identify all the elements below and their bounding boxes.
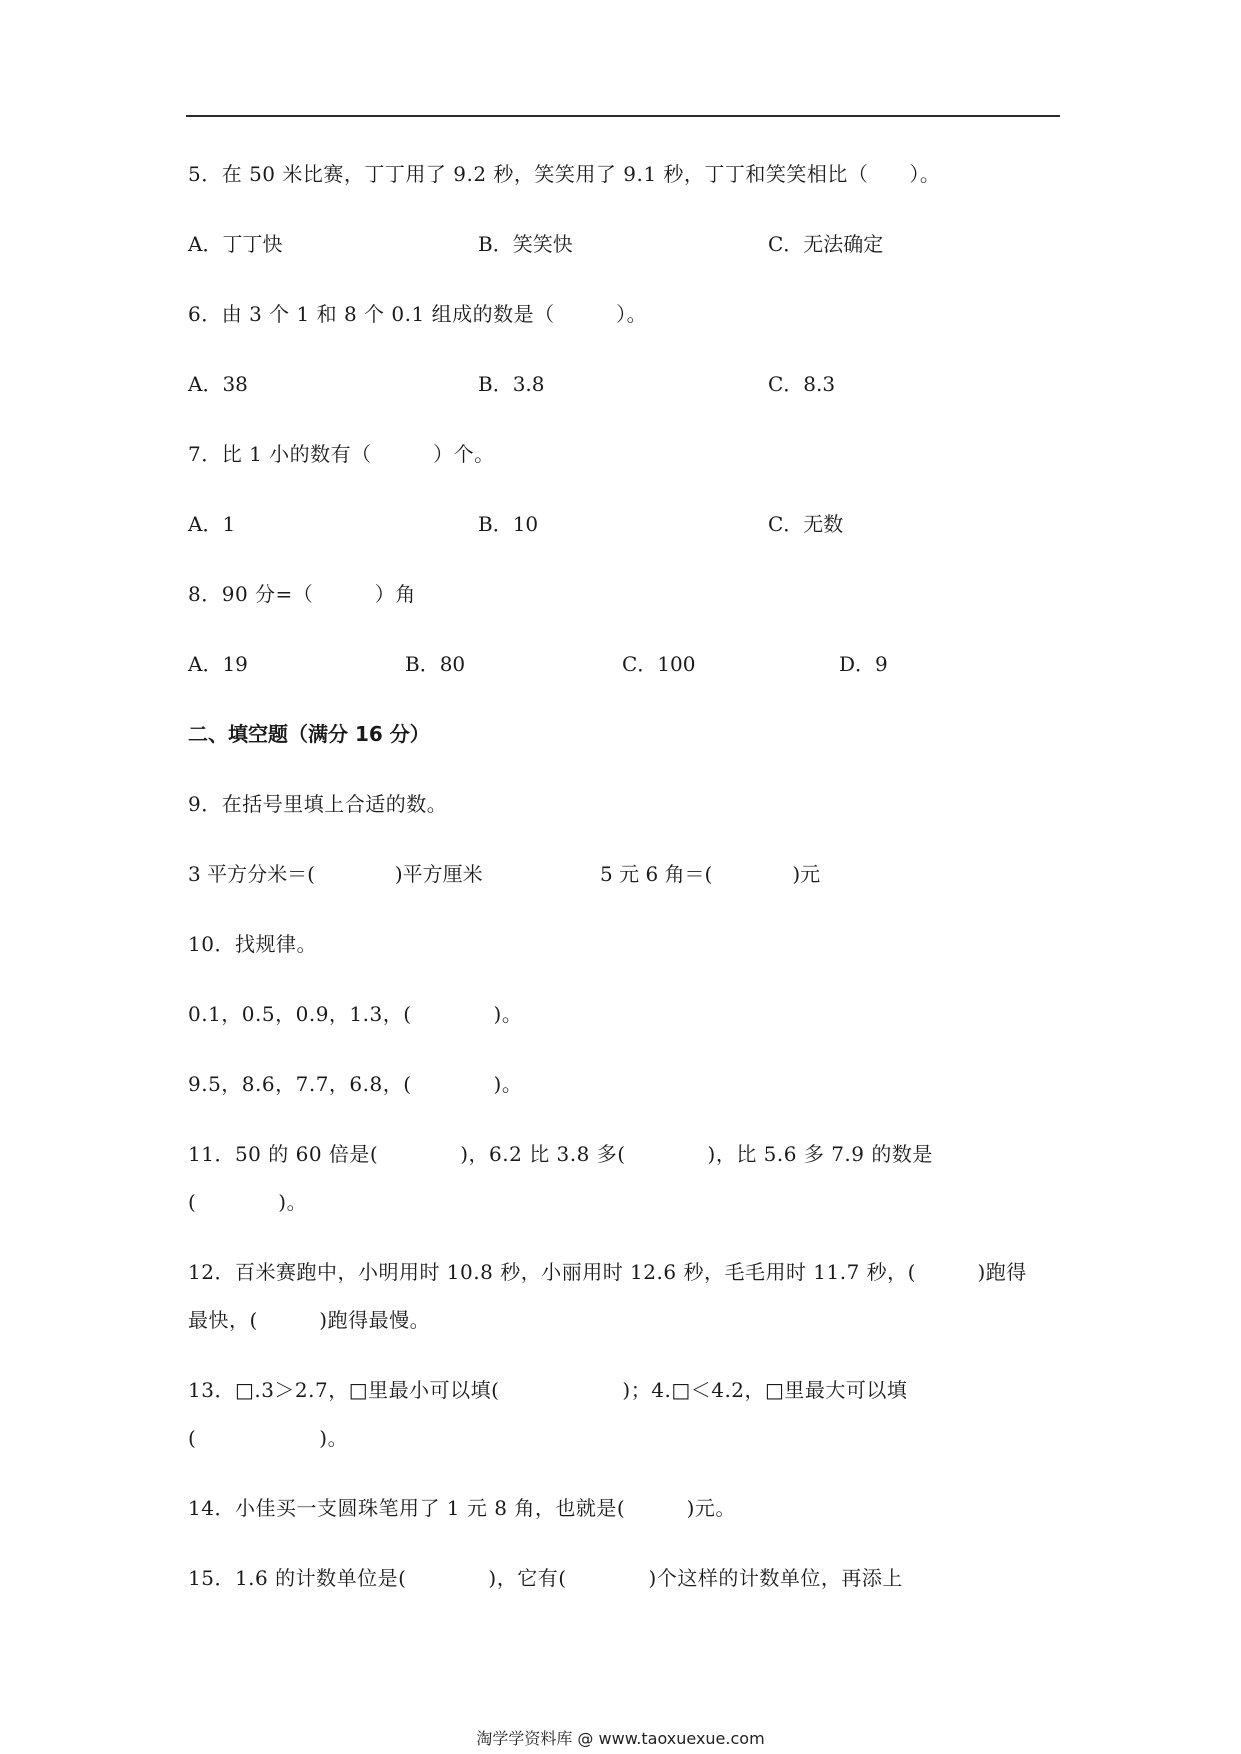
question-8: 8．90 分=（ ）角 — [188, 582, 416, 606]
q5-option-b: B．笑笑快 — [478, 232, 573, 256]
q9-blank-b: 5 元 6 角＝( )元 — [600, 862, 821, 886]
section-2-title: 二、填空题（满分 16 分） — [188, 722, 430, 746]
q6-option-a: A．38 — [188, 372, 248, 396]
q9-blank-a: 3 平方分米＝( )平方厘米 — [188, 862, 483, 886]
question-10: 10．找规律。 — [188, 932, 317, 956]
question-11-line-2: ( )。 — [188, 1190, 308, 1214]
q10-sequence-b: 9.5，8.6，7.7，6.8，( )。 — [188, 1072, 523, 1096]
question-13-line-2: ( )。 — [188, 1426, 349, 1450]
header-rule — [186, 115, 1060, 117]
q7-option-b: B．10 — [478, 512, 539, 536]
q8-option-d: D．9 — [839, 652, 888, 676]
q5-option-c: C．无法确定 — [768, 232, 884, 256]
q8-option-a: A．19 — [188, 652, 248, 676]
footer-watermark: 淘学学资料库 @ www.taoxuexue.com — [476, 1729, 765, 1748]
q8-option-c: C．100 — [622, 652, 696, 676]
question-7: 7．比 1 小的数有（ ）个。 — [188, 442, 495, 466]
question-12-line-2: 最快，( )跑得最慢。 — [188, 1308, 431, 1332]
question-5: 5．在 50 米比赛，丁丁用了 9.2 秒，笑笑用了 9.1 秒，丁丁和笑笑相比（ ）。 — [188, 162, 941, 186]
question-6: 6．由 3 个 1 和 8 个 0.1 组成的数是（ ）。 — [188, 302, 648, 326]
question-12-line-1: 12．百米赛跑中，小明用时 10.8 秒，小丽用时 12.6 秒，毛毛用时 11.7 秒，( )跑得 — [188, 1260, 1027, 1284]
question-9: 9．在括号里填上合适的数。 — [188, 792, 448, 816]
question-15: 15．1.6 的计数单位是( )，它有( )个这样的计数单位，再添上 — [188, 1566, 903, 1590]
q10-sequence-a: 0.1，0.5，0.9，1.3，( )。 — [188, 1002, 523, 1026]
q7-option-c: C．无数 — [768, 512, 844, 536]
question-11-line-1: 11．50 的 60 倍是( )，6.2 比 3.8 多( )，比 5.6 多 7.9 的数是 — [188, 1142, 933, 1166]
q6-option-c: C．8.3 — [768, 372, 836, 396]
question-13-line-1: 13．□.3＞2.7，□里最小可以填( )；4.□＜4.2，□里最大可以填 — [188, 1378, 908, 1402]
q7-option-a: A．1 — [188, 512, 236, 536]
q8-option-b: B．80 — [405, 652, 466, 676]
q6-option-b: B．3.8 — [478, 372, 545, 396]
question-14: 14．小佳买一支圆珠笔用了 1 元 8 角，也就是( )元。 — [188, 1496, 736, 1520]
q5-option-a: A．丁丁快 — [188, 232, 283, 256]
